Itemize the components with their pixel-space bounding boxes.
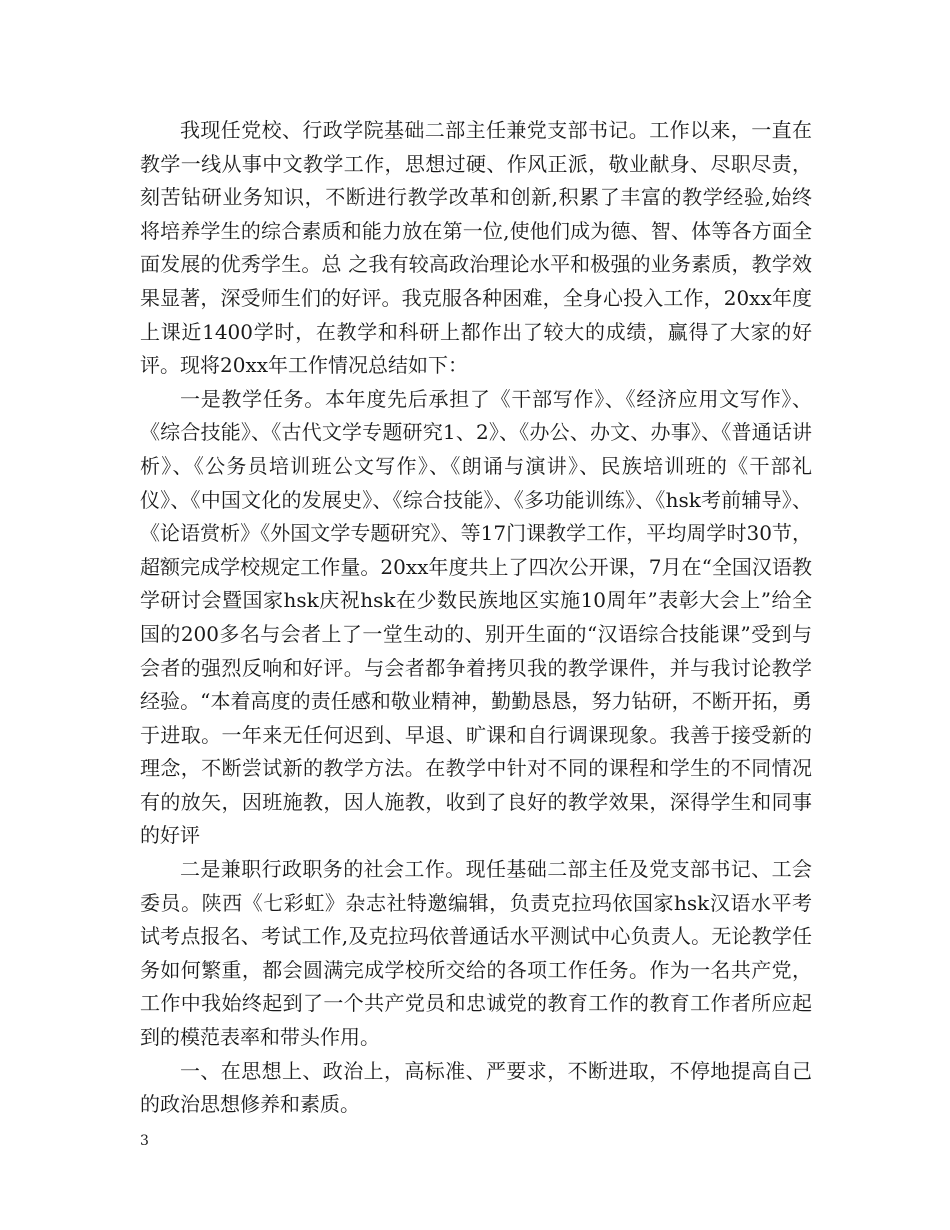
paragraph-teaching-tasks: 一是教学任务。本年度先后承担了《干部写作》、《经济应用文写作》、《综合技能》、《古代文学专题研究1、2》、《办公、办文、办事》、《普通话讲析》、《公务员培训班公文写作》、《朗诵与演讲》、民族培训班的《干部礼仪》、《中国文化的发展史》、《综合技能》、《多功能训练》、《hsk考前辅导》、《论语赏析》《外国文学专题研究》、等17门课教学工作，平均周学时30节，超额完成学校规定工作量。20xx年度共上了四次公开课，7月在“全国汉语教学研讨会暨国家hsk庆祝hsk在少数民族地区实施10周年”表彰大会上”给全国的200多名与会者上了一堂生动的、别开生面的“汉语综合技能课”受到与会者的强烈反响和好评。与会者都争着拷贝我的教学课件，并与我讨论教学经验。“本着高度的责任感和敬业精神，勤勤恳恳，努力钻研，不断开拓，勇于进取。一年来无任何迟到、早退、旷课和自行调课现象。我善于接受新的理念，不断尝试新的教学方法。在教学中针对不同的课程和学生的不同情况有的放矢，因班施教，因人施教，收到了良好的教学效果，深得学生和同事的好评	[140, 386, 812, 848]
document-body	[140, 114, 812, 1122]
paragraph-administrative-work: 二是兼职行政职务的社会工作。现任基础二部主任及党支部书记、工会委员。陕西《七彩虹》杂志社特邀编辑，负责克拉玛依国家hsk汉语水平考试考点报名、考试工作,及克拉玛依普通话水平测试中心负责人。无论教学任务如何繁重，都会圆满完成学校所交给的各项工作任务。作为一名共产党，工作中我始终起到了一个共产党员和忠诚党的教育工作的教育工作者所应起到的模范表率和带头作用。	[140, 857, 812, 1050]
page-number: 3	[140, 1133, 149, 1149]
paragraph-political-thought: 一、在思想上、政治上，高标准、严要求，不断进取，不停地提高自己的政治思想修养和素质。	[140, 1058, 812, 1117]
paragraph-intro: 我现任党校、行政学院基础二部主任兼党支部书记。工作以来，一直在教学一线从事中文教学工作，思想过硬、作风正派，敬业献身、尽职尽责，刻苦钻研业务知识，不断进行教学改革和创新,积累了丰富的教学经验,始终将培养学生的综合素质和能力放在第一位,使他们成为德、智、体等各方面全面发展的优秀学生。总 之我有较高政治理论水平和极强的业务素质，教学效果显著，深受师生们的好评。我克服各种困难，全身心投入工作，20xx年度上课近1400学时，在教学和科研上都作出了较大的成绩，赢得了大家的好评。现将20xx年工作情况总结如下：	[140, 118, 812, 378]
